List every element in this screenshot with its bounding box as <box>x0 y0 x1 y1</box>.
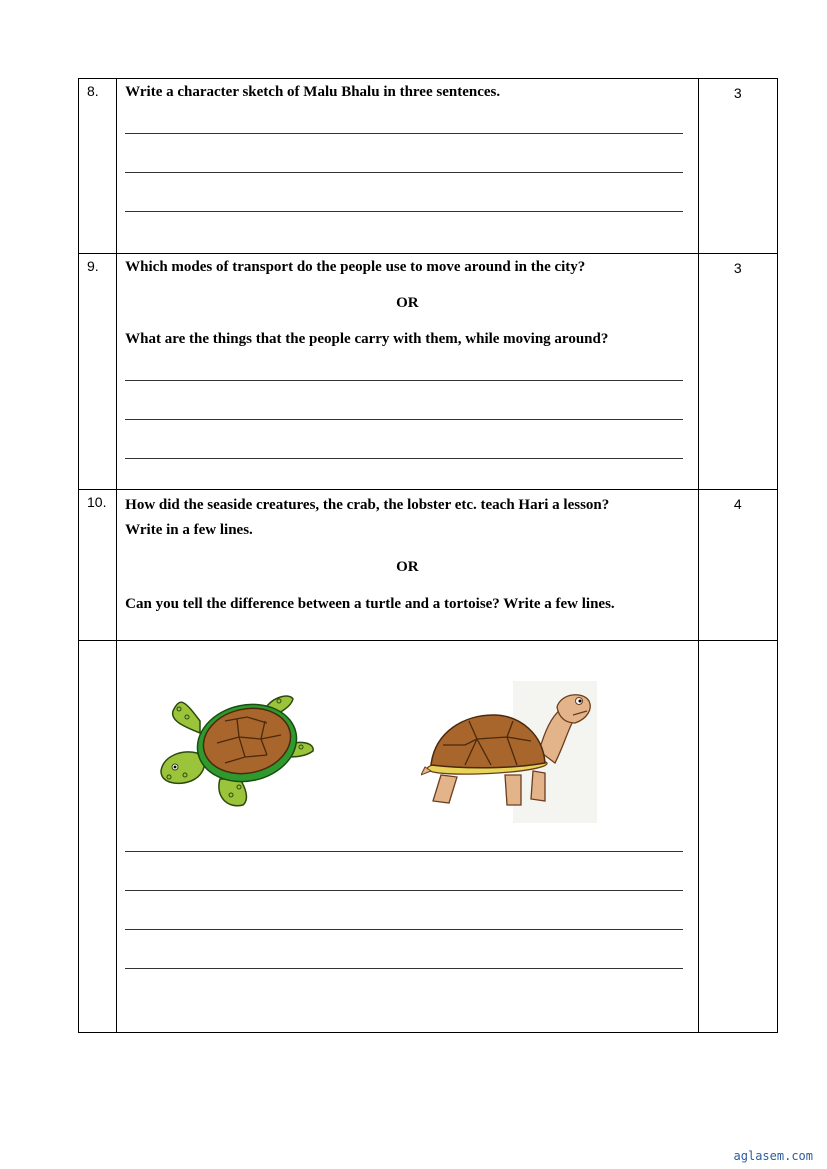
alternate-question-text: Can you tell the difference between a turtle and a tortoise? Write a few lines. <box>125 596 615 612</box>
question-number-cell <box>79 254 117 490</box>
answer-row-10 <box>79 641 778 1033</box>
question-number: 9. <box>87 258 99 274</box>
question-number: 10. <box>87 494 107 510</box>
question-table <box>78 78 778 1033</box>
tortoise-pupil <box>579 700 582 703</box>
question-number: 8. <box>87 83 99 99</box>
tortoise-front-leg <box>531 771 545 801</box>
marks-value: 4 <box>733 496 742 512</box>
question-content-cell <box>117 79 698 254</box>
turtle-front-flipper <box>173 702 200 733</box>
illustration-answer-cell <box>117 641 698 1033</box>
alternate-question-text: What are the things that the people carry with them, while moving around? <box>125 331 609 347</box>
turtle-pupil <box>174 766 177 769</box>
question-row-9 <box>79 254 778 490</box>
turtle-bottom-flipper <box>219 779 247 806</box>
question-text: Which modes of transport do the people use to move around in the city? <box>125 259 586 275</box>
question-number-cell <box>79 79 117 254</box>
marks-value: 3 <box>733 260 742 276</box>
answer-line[interactable] <box>125 458 683 459</box>
question-text-continued: Write in a few lines. <box>125 522 253 538</box>
marks-cell <box>698 254 777 490</box>
site-watermark[interactable]: aglasem.com <box>733 1149 813 1163</box>
illustrations <box>117 641 697 841</box>
answer-line[interactable] <box>125 211 683 212</box>
question-row-10 <box>79 490 778 641</box>
marks-value: 3 <box>733 85 742 101</box>
question-text: Write a character sketch of Malu Bhalu in three sentences. <box>125 84 501 100</box>
marks-cell <box>698 79 777 254</box>
empty-number-cell <box>79 641 117 1033</box>
answer-line[interactable] <box>125 968 683 969</box>
question-row-8 <box>79 79 778 254</box>
tortoise-back-leg <box>433 775 457 803</box>
empty-marks-cell <box>698 641 777 1033</box>
tortoise-illustration <box>421 681 599 823</box>
question-content-cell <box>117 490 698 641</box>
tortoise-mid-leg <box>505 775 521 805</box>
question-text: How did the seaside creatures, the crab, the lobster etc. teach Hari a lesson? <box>125 497 610 513</box>
question-number-cell <box>79 490 117 641</box>
marks-cell <box>698 490 777 641</box>
turtle-illustration <box>155 691 317 811</box>
question-content-cell <box>117 254 698 490</box>
or-label: OR <box>396 559 419 575</box>
or-label: OR <box>396 295 419 311</box>
